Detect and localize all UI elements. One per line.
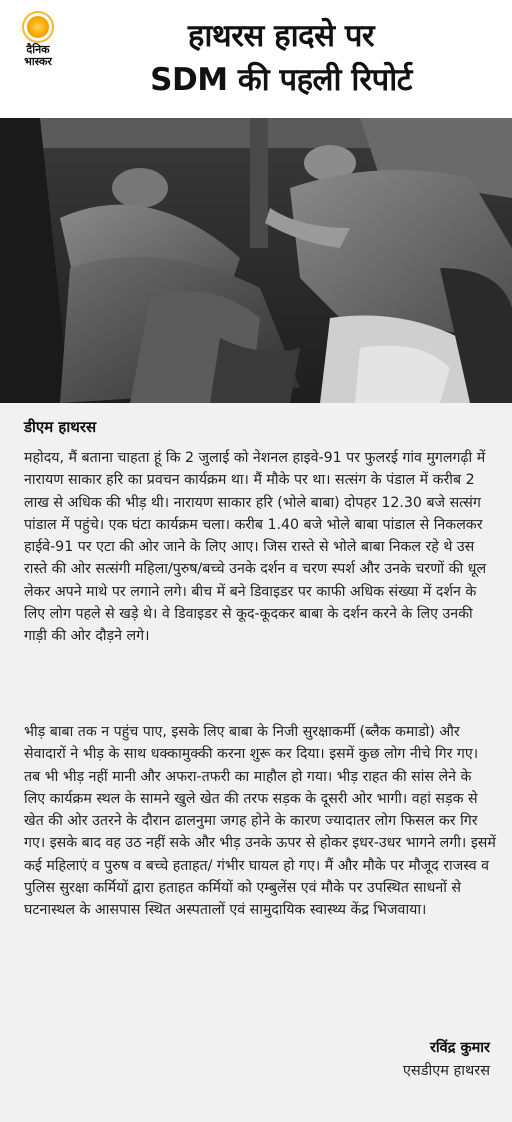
header bbox=[0, 0, 512, 118]
sun-icon bbox=[27, 16, 49, 38]
headline bbox=[70, 14, 492, 102]
report-paragraph-2: भीड़ बाबा तक न पहुंच पाए, इसके लिए बाबा के निजी सुरक्षाकर्मी (ब्लैक कमाडो) और सेवादारों ने भीड़ के साथ धक्कामुक्की करना शुरू कर दिया। इसमें कुछ लोग नीचे गिर गए। तब भी भीड़ नहीं मानी और अफरा-तफरी का माहौल हो गया। भीड़ राहत की सांस लेने के लिए कार्यक्रम स्थल के सामने खुले खेत की तरफ सड़क के दूसरी ओर भागी। वहां सड़क से खेत की ओर उतरने के दौरान ढालनुमा जगह होने के कारण ज्यादातर लोग फिसल कर गिर गए। इसके बाद वह उठ नहीं सके और भीड़ उनके ऊपर से होकर इधर-उधर भागने लगी। इसमें कई महिलाएं व पुरुष व बच्चे हताहत/ गंभीर घायल हो गए। मैं और मौके पर मौजूद राजस्व व पुलिस सुरक्षा कर्मियों द्वारा हताहत कर्मियों को एम्बुलेंस एवं मौके पर उपस्थित साधनों से घटनास्थल के आसपास स्थित अस्पतालों एवं सामुदायिक स्वास्थ्य केंद्र भिजवाया। bbox=[24, 724, 496, 919]
report-heading: डीएम हाथरस bbox=[24, 418, 97, 436]
report-section bbox=[0, 403, 512, 1122]
incident-photo bbox=[0, 118, 512, 403]
signer-name: रविंद्र कुमार bbox=[430, 1040, 490, 1056]
signature-block bbox=[403, 1037, 490, 1083]
report-paragraph-1: महोदय, मैं बताना चाहता हूं कि 2 जुलाई को नेशनल हाइवे-91 पर फुलरई गांव मुगलगढ़ी में नारायण साकार हरि का प्रवचन कार्यक्रम था। मैं मौके पर था। सत्संग के पंडाल में करीब 2 लाख से अधिक की भीड़ थी। नारायण साकार हरि (भोले बाबा) दोपहर 12.30 बजे सत्संग पांडाल में पहुंचे। एक घंटा कार्यक्रम चला। करीब 1.40 बजे भोले बाबा पांडाल से निकलकर हाईवे-91 पर एटा की ओर जाने के लिए आए। जिस रास्ते से भोले बाबा निकल रहे थे उस रास्ते की ओर सत्संगी महिला/पुरुष/बच्चे उनके दर्शन व चरण स्पर्श और उनके चरणों की धूल लेकर अपने माथे पर लगाने लगे। बीच में बने डिवाइडर पर काफी अधिक संख्या में दर्शन के लिए लोग पहले से खड़े थे। वे डिवाइडर से कूद-कूदकर बाबा के दर्शन करने के लिए उनकी गाड़ी की ओर दौड़ने लगे। bbox=[24, 450, 487, 645]
photo-illustration bbox=[0, 118, 512, 403]
logo-line1: दैनिक bbox=[26, 43, 50, 56]
signer-role: एसडीएम हाथरस bbox=[402, 1063, 490, 1079]
logo-line2: भास्कर bbox=[24, 55, 52, 68]
dainik-bhaskar-logo[interactable] bbox=[12, 14, 64, 72]
logo-text bbox=[24, 44, 52, 68]
headline-line1: हाथरस हादसे पर bbox=[187, 18, 375, 54]
headline-line2: SDM की पहली रिपोर्ट bbox=[150, 62, 412, 98]
